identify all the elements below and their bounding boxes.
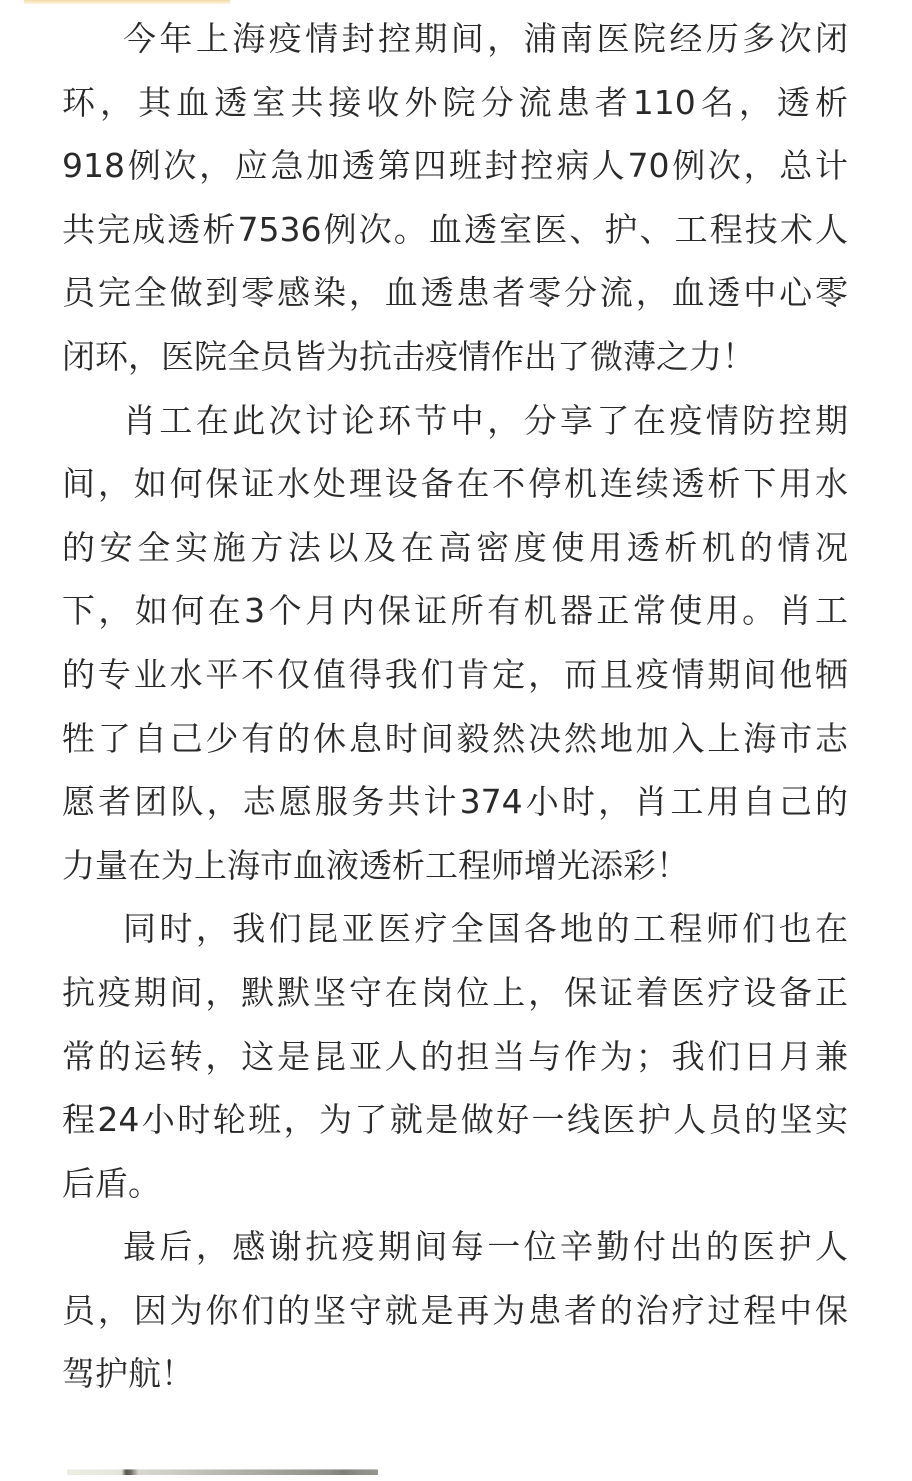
paragraph-1-line-2: 环，其血透室共接收外院分流患者110名，透析 <box>62 82 848 122</box>
paragraph-2-line-4: 下，如何在3个月内保证所有机器正常使用。肖工 <box>62 591 848 631</box>
paragraph-2-line-5: 的专业水平不仅值得我们肯定，而且疫情期间他牺 <box>62 654 848 694</box>
highlight-remnant-bar <box>24 0 230 4</box>
paragraph-1-line-5: 员完全做到零感染，血透患者零分流，血透中心零 <box>62 273 848 313</box>
paragraph-1-line-4: 共完成透析7536例次。血透室医、护、工程技术人 <box>62 209 848 249</box>
paragraph-1-line-3: 918例次，应急加透第四班封控病人70例次，总计 <box>62 146 848 186</box>
paragraph-3-line-2: 抗疫期间，默默坚守在岗位上，保证着医疗设备正 <box>62 972 848 1012</box>
paragraph-2-line-3: 的安全实施方法以及在高密度使用透析机的情况 <box>62 527 848 567</box>
paragraph-2-line-8: 力量在为上海市血液透析工程师增光添彩！ <box>62 845 689 885</box>
paragraph-3-line-3: 常的运转，这是昆亚人的担当与作为；我们日月兼 <box>62 1036 848 1076</box>
paragraph-3-line-5: 后盾。 <box>62 1163 161 1203</box>
paragraph-2-line-2: 间，如何保证水处理设备在不停机连续透析下用水 <box>62 464 848 504</box>
article-body <box>62 7 848 1406</box>
photo-fragment <box>67 1469 378 1475</box>
paragraph-2-line-7: 愿者团队，志愿服务共计374小时，肖工用自己的 <box>62 782 848 822</box>
paragraph-2-line-6: 牲了自己少有的休息时间毅然决然地加入上海市志 <box>62 718 848 758</box>
paragraph-4-line-2: 员，因为你们的坚守就是再为患者的治疗过程中保 <box>62 1290 848 1330</box>
paragraph-1-line-1: 今年上海疫情封控期间，浦南医院经历多次闭 <box>123 19 848 58</box>
paragraph-3-line-4: 程24小时轮班，为了就是做好一线医护人员的坚实 <box>62 1100 848 1140</box>
paragraph-3-line-1: 同时，我们昆亚医疗全国各地的工程师们也在 <box>123 909 848 949</box>
paragraph-4-line-1: 最后，感谢抗疫期间每一位辛勤付出的医护人 <box>123 1227 848 1267</box>
paragraph-2-line-1: 肖工在此次讨论环节中，分享了在疫情防控期 <box>123 400 848 440</box>
paragraph-4-line-3: 驾护航！ <box>62 1354 194 1394</box>
paragraph-1-line-6: 闭环，医院全员皆为抗击疫情作出了微薄之力！ <box>62 336 755 376</box>
